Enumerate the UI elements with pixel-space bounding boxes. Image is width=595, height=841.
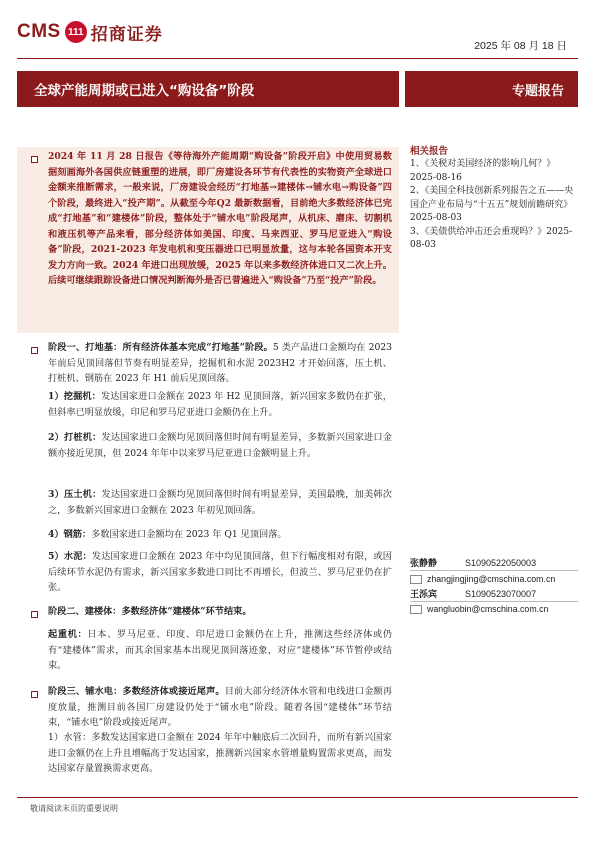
- item-crane-text: 日本、罗马尼亚、印度、印尼进口金额仍在上升，推测这些经济体或仍有“建楼体”需求，而其余国家基本出现见顶回落迹象，对应“建楼体”环节暂停或结束。: [48, 629, 392, 671]
- related-report-link[interactable]: 1、《关税对美国经济的影响几何？》2025-08-16: [410, 159, 556, 183]
- item-rebar: [48, 527, 392, 543]
- section-1: [48, 340, 392, 387]
- section-3-text: 目前大部分经济体水管和电线进口金额再度放量，推测目前各国厂房建设仍处于“铺水电”阶段。随着各国“建楼体”环节结束，“铺水电”阶段或接近尾声。: [48, 686, 393, 728]
- item-cement: [48, 549, 392, 596]
- company-logo: [17, 18, 163, 46]
- envelope-icon: [410, 575, 422, 584]
- footer-divider: [17, 797, 578, 798]
- logo-cn-text: 招商证券: [90, 24, 163, 45]
- item-pile-driver-heading: 2）打桩机：: [48, 432, 102, 443]
- section-2-heading: 阶段二、建楼体：多数经济体“建楼体”环节结束。: [48, 606, 252, 617]
- section-1-heading: 阶段一、打地基：所有经济体基本完成“打地基”阶段。: [48, 342, 273, 353]
- author-name: 王泺宾: [410, 590, 438, 600]
- report-type-tag: 专题报告: [405, 71, 578, 107]
- author-email-row: [410, 604, 548, 614]
- summary-text: 2024 年 11 月 28 日报告《等待海外产能周期“购设备”阶段开启》中使用贸易数据刻画海外各国供应链重塑的进展，即厂房建设各环节有代表性的实物资产全球进口金额来推断需求，一般来说，厂房建设会经历“打地基→建楼体→铺水电→购设备”四个阶段，最终进入“投产期”。从截至今年Q2 最新数据看，目前绝大多数经济体已完成“打地基”和“建楼体”阶段，整体处于“铺水电”阶段尾声，从机床、磨床、切割机和液压机等产品来看，部分经济体如美国、印度、马来西亚、罗马尼亚进入“购设备”阶段，2021-2023 年发电机和变压器进口已明显放量，这与本轮各国资本开支发力方向一致。2024 年进口出现放缓，2025 年以来多数经济体进口又二次上升。后续可继续跟踪设备进口情况判断海外是否已普遍进入“购设备”乃至“投产”阶段。: [48, 151, 392, 286]
- section-2: [48, 604, 392, 620]
- header-divider: [17, 58, 578, 59]
- report-title: 全球产能周期或已进入“购设备”阶段: [17, 71, 399, 107]
- item-cement-heading: 5）水泥：: [48, 551, 92, 562]
- report-date: 2025 年 08 月 18 日: [474, 40, 567, 52]
- item-pile-driver: [48, 430, 392, 461]
- item-water-pipe: [48, 730, 392, 777]
- item-cement-text: 发达国家进口金额在 2023 年中均见顶回落，但下行幅度相对有限，或因后续环节水泥仍有需求，新兴国家多数进口同比不再增长，但波兰、罗马尼亚仍在扩张。: [48, 551, 392, 593]
- square-bullet-icon: [31, 611, 38, 618]
- item-compactor-text: 发达国家进口金额均见顶回落但时间有明显差异，美国最晚，加美韩次之，多数新兴国家进口金额在 2023 年初见顶回落。: [48, 489, 392, 516]
- related-report-link[interactable]: 3、《美债供给冲击还会重现吗？》2025-08-03: [410, 226, 573, 250]
- square-bullet-icon: [31, 347, 38, 354]
- author-email[interactable]: wangluobin@cmschina.com.cn: [427, 604, 549, 614]
- square-bullet-icon: [31, 691, 38, 698]
- logo-seal-icon: 111: [65, 21, 87, 43]
- item-rebar-text: 多数国家进口金额均在 2023 年 Q1 见顶回落。: [91, 529, 287, 540]
- related-report-link[interactable]: 2、《美国全科技创新系列报告之五——央国企产业布局与“十五五”规划前瞻研究》2025-08-03: [410, 186, 574, 223]
- logo-text: CMS: [17, 21, 61, 42]
- item-excavator-text: 发达国家进口金额在 2023 年 H2 见顶回落，新兴国家多数仍在扩张，但斜率已明显放缓，印尼和罗马尼亚进口金额仍在上升。: [48, 391, 392, 418]
- author-name: 张静静: [410, 559, 438, 569]
- section-3: [48, 684, 392, 731]
- item-excavator-heading: 1）挖掘机：: [48, 391, 101, 402]
- author-license-id: S1090523070007: [465, 589, 537, 599]
- author-divider: [410, 601, 578, 602]
- square-bullet-icon: [31, 156, 38, 163]
- author-email-row: [410, 574, 555, 584]
- author-divider: [410, 570, 578, 571]
- item-excavator: [48, 389, 392, 420]
- section-3-heading: 阶段三、铺水电：多数经济体或接近尾声。: [48, 686, 225, 697]
- author-license-id: S1090522050003: [465, 558, 537, 568]
- item-compactor: [48, 487, 392, 518]
- item-pile-driver-text: 发达国家进口金额均见顶回落但时间有明显差异，多数新兴国家进口金额亦接近见顶，但 2024 年年中以来罗马尼亚进口金额明显上升。: [48, 432, 392, 459]
- item-rebar-heading: 4）钢筋：: [48, 529, 92, 540]
- author-email[interactable]: zhangjingjing@cmschina.com.cn: [427, 574, 556, 584]
- section-1-text: 5 类产品进口金额均在 2023 年前后见顶回落但节奏有明显差异，挖掘机和水泥 2023H2 才开始回落，压土机、打桩机、钢筋在 2023 年 H1 前后见顶回落。: [48, 342, 392, 384]
- item-crane: [48, 627, 392, 674]
- author-row: [410, 587, 536, 600]
- item-compactor-heading: 3）压土机：: [48, 489, 102, 500]
- related-reports-list: [410, 158, 580, 253]
- footer-note: 敬请阅读末页的重要说明: [30, 804, 118, 813]
- related-reports-title: 相关报告: [410, 146, 449, 157]
- author-row: [410, 556, 536, 569]
- envelope-icon: [410, 605, 422, 614]
- item-crane-heading: 起重机：: [48, 629, 88, 640]
- item-water-pipe-text: 1）水管：多数发达国家进口金额在 2024 年年中触底后二次回升，而所有新兴国家进口金额仍在上升且增幅高于发达国家，推测新兴国家水管增量购置需求更高，而发达国家存量置换需求更高。: [48, 732, 392, 774]
